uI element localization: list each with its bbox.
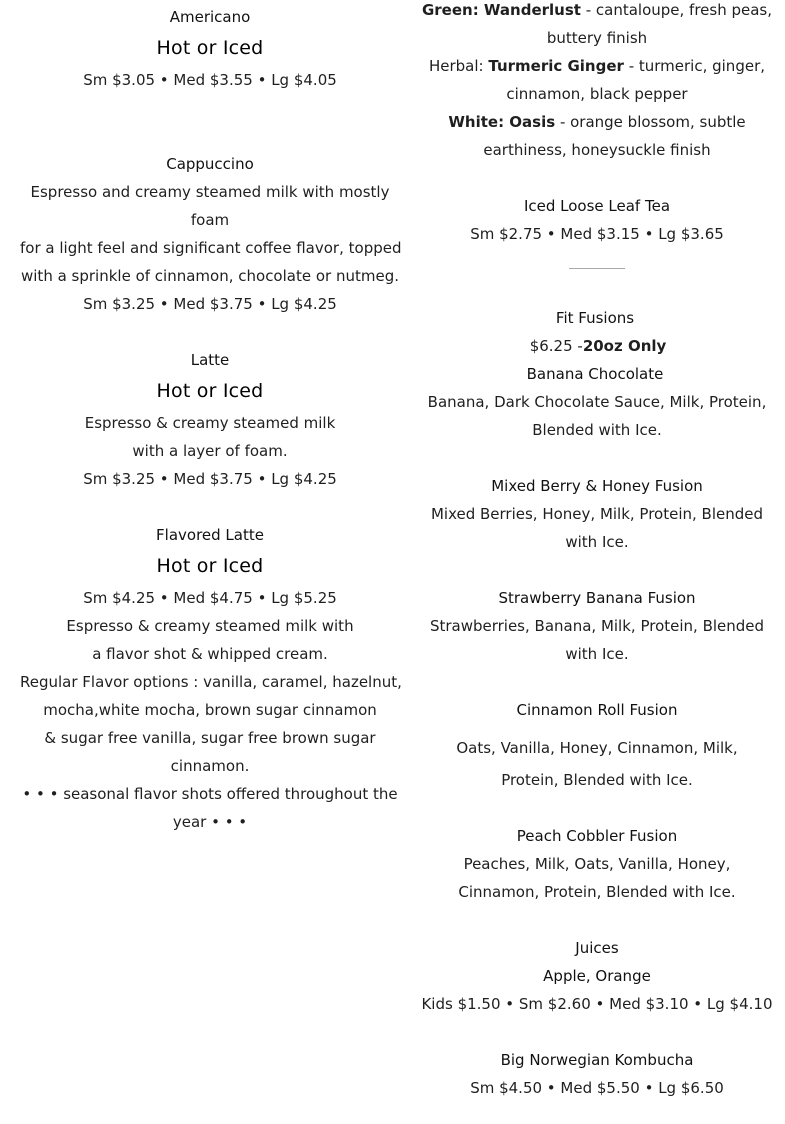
tea-white-line: [412, 108, 782, 136]
fusion-item-name: Mixed Berry & Honey Fusion: [491, 477, 703, 495]
fusion-item-desc: Protein, Blended with Ice.: [501, 771, 693, 789]
tea-herbal-label: Turmeric Ginger: [488, 57, 624, 75]
fit-fusions-price: [414, 332, 782, 360]
fit-fusions-price-prefix: $6.25 -: [529, 337, 583, 355]
fusion-item-name: Strawberry Banana Fusion: [498, 589, 696, 607]
kombucha-price: Sm $4.50 • Med $5.50 • Lg $6.50: [470, 1079, 724, 1097]
tea-herbal-prefix: Herbal:: [428, 57, 489, 75]
flavored-latte-desc-line: year • • •: [172, 813, 248, 831]
flavored-latte-desc-line: Espresso & creamy steamed milk with: [66, 617, 354, 635]
flavored-latte-desc-line: & sugar free vanilla, sugar free brown sugar: [44, 729, 376, 747]
flavored-latte-desc-line: cinnamon.: [170, 757, 250, 775]
juices-flavors: Apple, Orange: [543, 967, 651, 985]
flavored-latte-desc-line: • • • seasonal flavor shots offered throughout the: [22, 785, 398, 803]
fusion-item-name: Peach Cobbler Fusion: [516, 827, 678, 845]
fusion-item-desc: Banana, Dark Chocolate Sauce, Milk, Protein,: [427, 393, 767, 411]
fusion-item-desc: Blended with Ice.: [532, 421, 662, 439]
tea-green-desc: - cantaloupe, fresh peas,: [580, 1, 773, 19]
fusion-item-desc: with Ice.: [565, 645, 629, 663]
iced-tea-price: Sm $2.75 • Med $3.15 • Lg $3.65: [470, 225, 724, 243]
cappuccino-desc-line: for a light feel and significant coffee flavor, topped: [20, 239, 402, 257]
flavored-latte-title: Flavored Latte: [156, 526, 264, 544]
flavored-latte-price: Sm $4.25 • Med $4.75 • Lg $5.25: [83, 589, 337, 607]
fit-fusions-title: Fit Fusions: [555, 309, 635, 327]
tea-green-label: Green: Wanderlust: [421, 1, 581, 19]
cappuccino-title: Cappuccino: [166, 155, 254, 173]
fusion-item-desc: Peaches, Milk, Oats, Vanilla, Honey,: [463, 855, 731, 873]
cappuccino-desc-line: foam: [190, 211, 230, 229]
flavored-latte-desc-line: a flavor shot & whipped cream.: [92, 645, 328, 663]
tea-herbal-desc: - turmeric, ginger,: [623, 57, 766, 75]
tea-white-desc-line: earthiness, honeysuckle finish: [483, 141, 711, 159]
flavored-latte-desc-line: mocha,white mocha, brown sugar cinnamon: [43, 701, 377, 719]
tea-white-label: White: Oasis: [448, 113, 556, 131]
juices-title: Juices: [575, 939, 619, 957]
cappuccino-desc-line: with a sprinkle of cinnamon, chocolate or nutmeg.: [21, 267, 399, 285]
fusion-item-desc: Strawberries, Banana, Milk, Protein, Blended: [429, 617, 765, 635]
fusion-item-name: Cinnamon Roll Fusion: [516, 701, 678, 719]
section-divider: [569, 268, 625, 269]
fit-fusions-price-note: 20oz Only: [582, 337, 667, 355]
latte-desc-line: Espresso & creamy steamed milk: [84, 414, 336, 432]
kombucha-title: Big Norwegian Kombucha: [500, 1051, 694, 1069]
cappuccino-price: Sm $3.25 • Med $3.75 • Lg $4.25: [83, 295, 337, 313]
tea-green-line: [412, 0, 782, 24]
americano-style: Hot or Iced: [156, 37, 264, 59]
flavored-latte-desc-line: Regular Flavor options : vanilla, caramel, hazelnut,: [20, 673, 402, 691]
latte-desc-line: with a layer of foam.: [132, 442, 288, 460]
americano-price: Sm $3.05 • Med $3.55 • Lg $4.05: [83, 71, 337, 89]
flavored-latte-style: Hot or Iced: [156, 555, 264, 577]
americano-title: Americano: [169, 8, 251, 26]
latte-title: Latte: [190, 351, 230, 369]
fusion-item-desc: with Ice.: [565, 533, 629, 551]
fusion-item-name: Banana Chocolate: [526, 365, 664, 383]
fusion-item-desc: Oats, Vanilla, Honey, Cinnamon, Milk,: [456, 739, 738, 757]
tea-white-desc: - orange blossom, subtle: [555, 113, 746, 131]
fusion-item-desc: Mixed Berries, Honey, Milk, Protein, Blended: [430, 505, 764, 523]
latte-style: Hot or Iced: [156, 380, 264, 402]
tea-green-desc-line: buttery finish: [546, 29, 648, 47]
cappuccino-desc-line: Espresso and creamy steamed milk with mostly: [30, 183, 390, 201]
tea-herbal-line: [412, 52, 782, 80]
juices-price: Kids $1.50 • Sm $2.60 • Med $3.10 • Lg $4.10: [421, 995, 773, 1013]
tea-herbal-desc-line: cinnamon, black pepper: [506, 85, 688, 103]
iced-tea-title: Iced Loose Leaf Tea: [523, 197, 671, 215]
latte-price: Sm $3.25 • Med $3.75 • Lg $4.25: [83, 470, 337, 488]
fusion-item-desc: Cinnamon, Protein, Blended with Ice.: [458, 883, 736, 901]
